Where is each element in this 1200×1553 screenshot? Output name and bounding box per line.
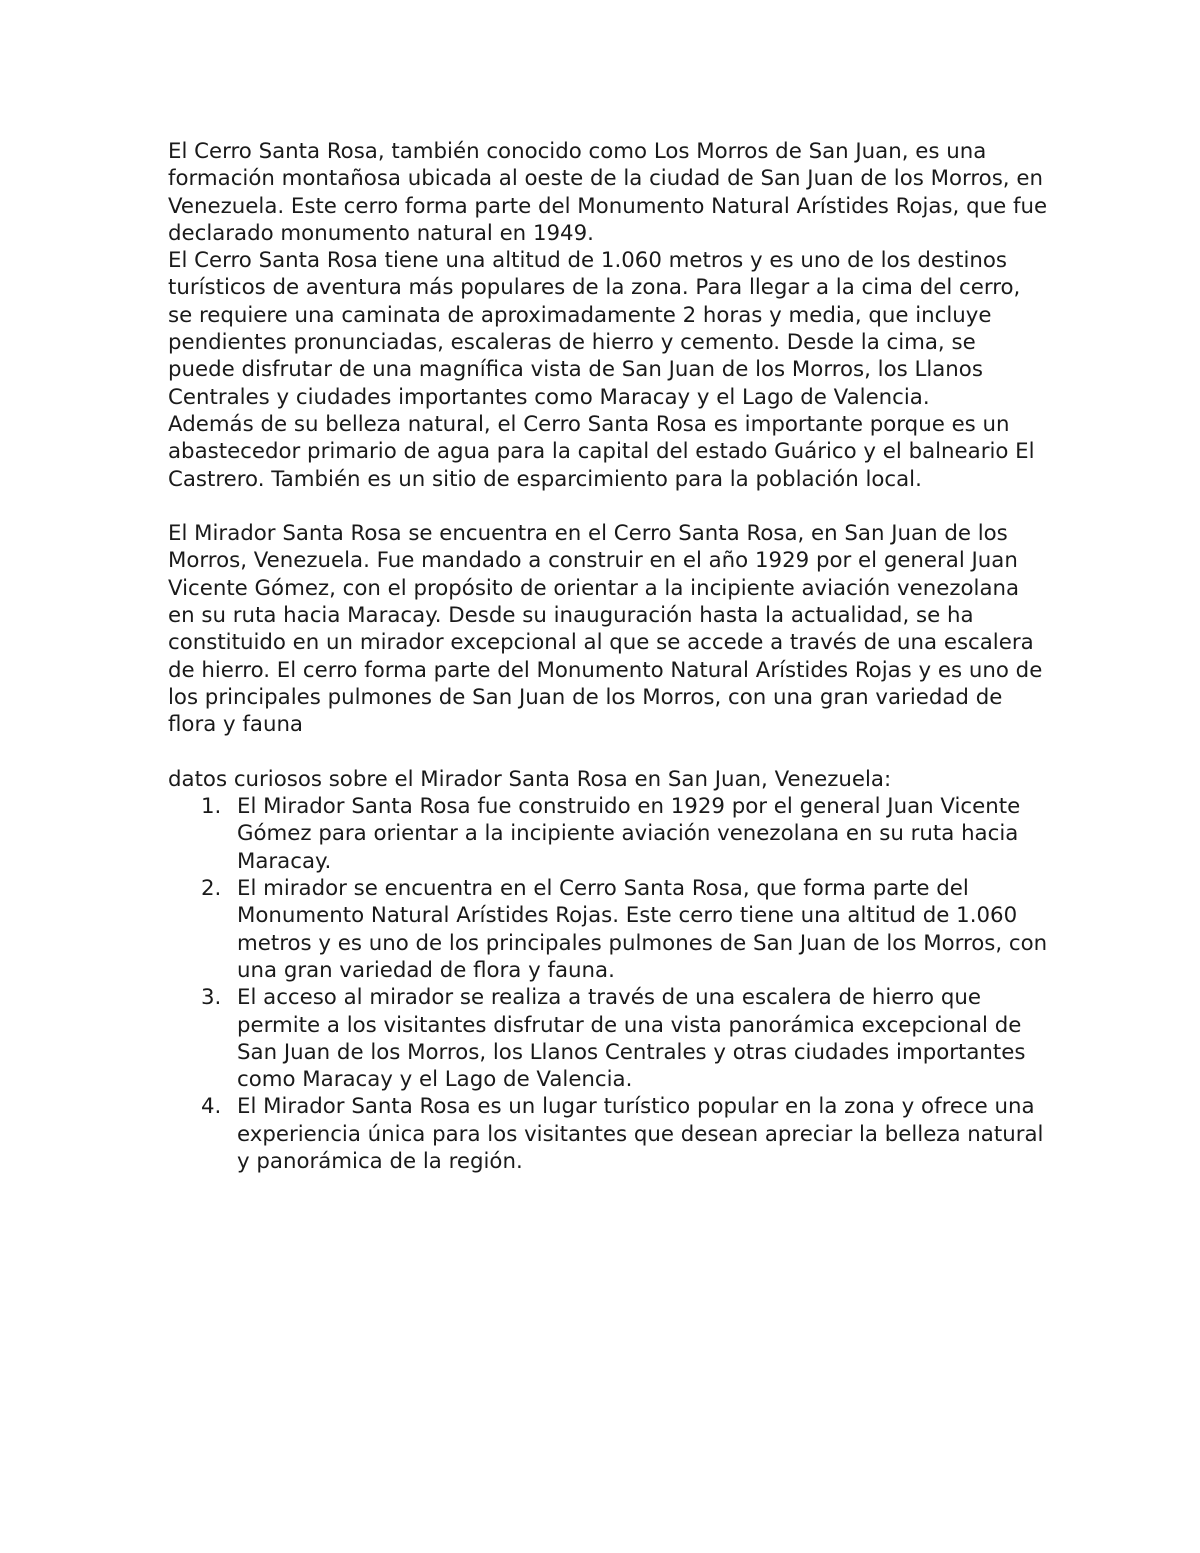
blank-line bbox=[168, 739, 1048, 766]
list-item bbox=[168, 793, 1048, 875]
list-item-number: 4. bbox=[201, 1094, 222, 1120]
document-page bbox=[168, 138, 1048, 1175]
list-item bbox=[168, 875, 1048, 984]
list-item-number: 1. bbox=[201, 794, 222, 820]
paragraph-mirador: El Mirador Santa Rosa se encuentra en el Cerro Santa Rosa, en San Juan de los Morros, Venezuela. Fue mandado a construir en el año 1929 por el general Juan Vicente Gómez, con el propósito de orientar a la incipiente aviación venezolana en su ruta hacia Maracay. Desde su inauguración hasta la actualidad, se ha constituido en un mirador excepcional al que se accede a través de una escalera de hierro. El cerro forma parte del Monumento Natural Arístides Rojas y es uno de los principales pulmones de San Juan de los Morros, con una gran variedad de flora y fauna bbox=[168, 521, 1043, 738]
paragraph-cerro-intro: El Cerro Santa Rosa, también conocido como Los Morros de San Juan, es una formación montañosa ubicada al oeste de la ciudad de San Juan de los Morros, en Venezuela. Este cerro forma parte del Monumento Natural Arístides Rojas, que fue declarado monumento natural en 1949. bbox=[168, 139, 1048, 246]
list-item-text: El Mirador Santa Rosa es un lugar turístico popular en la zona y ofrece una experiencia única para los visitantes que desean apreciar la belleza natural y panorámica de la región. bbox=[237, 1094, 1044, 1174]
facts-list bbox=[168, 793, 1048, 1175]
blank-line bbox=[168, 493, 1048, 520]
list-intro: datos curiosos sobre el Mirador Santa Rosa en San Juan, Venezuela: bbox=[168, 766, 892, 792]
list-item-text: El mirador se encuentra en el Cerro Santa Rosa, que forma parte del Monumento Natural Arístides Rojas. Este cerro tiene una altitud de 1.060 metros y es uno de los principales pulmones de San Juan de los Morros, con una gran variedad de flora y fauna. bbox=[237, 876, 1048, 983]
paragraph-cerro-altitude: El Cerro Santa Rosa tiene una altitud de 1.060 metros y es uno de los destinos turísticos de aventura más populares de la zona. Para llegar a la cima del cerro, se requiere una caminata de aproximadamente 2 horas y media, que incluye pendientes pronunciadas, escaleras de hierro y cemento. Desde la cima, se puede disfrutar de una magnífica vista de San Juan de los Morros, los Llanos Centrales y ciudades importantes como Maracay y el Lago de Valencia. bbox=[168, 248, 1021, 410]
paragraph-cerro-importance: Además de su belleza natural, el Cerro Santa Rosa es importante porque es un abastecedor primario de agua para la capital del estado Guárico y el balneario El Castrero. También es un sitio de esparcimiento para la población local. bbox=[168, 411, 1035, 492]
list-item bbox=[168, 1093, 1048, 1175]
list-item bbox=[168, 984, 1048, 1093]
list-item-text: El acceso al mirador se realiza a través de una escalera de hierro que permite a los visitantes disfrutar de una vista panorámica excepcional de San Juan de los Morros, los Llanos Centrales y otras ciudades importantes como Maracay y el Lago de Valencia. bbox=[237, 985, 1026, 1093]
list-item-number: 2. bbox=[201, 876, 222, 902]
list-item-text: El Mirador Santa Rosa fue construido en 1929 por el general Juan Vicente Gómez para orientar a la incipiente aviación venezolana en su ruta hacia Maracay. bbox=[237, 794, 1021, 874]
list-item-number: 3. bbox=[201, 985, 222, 1011]
